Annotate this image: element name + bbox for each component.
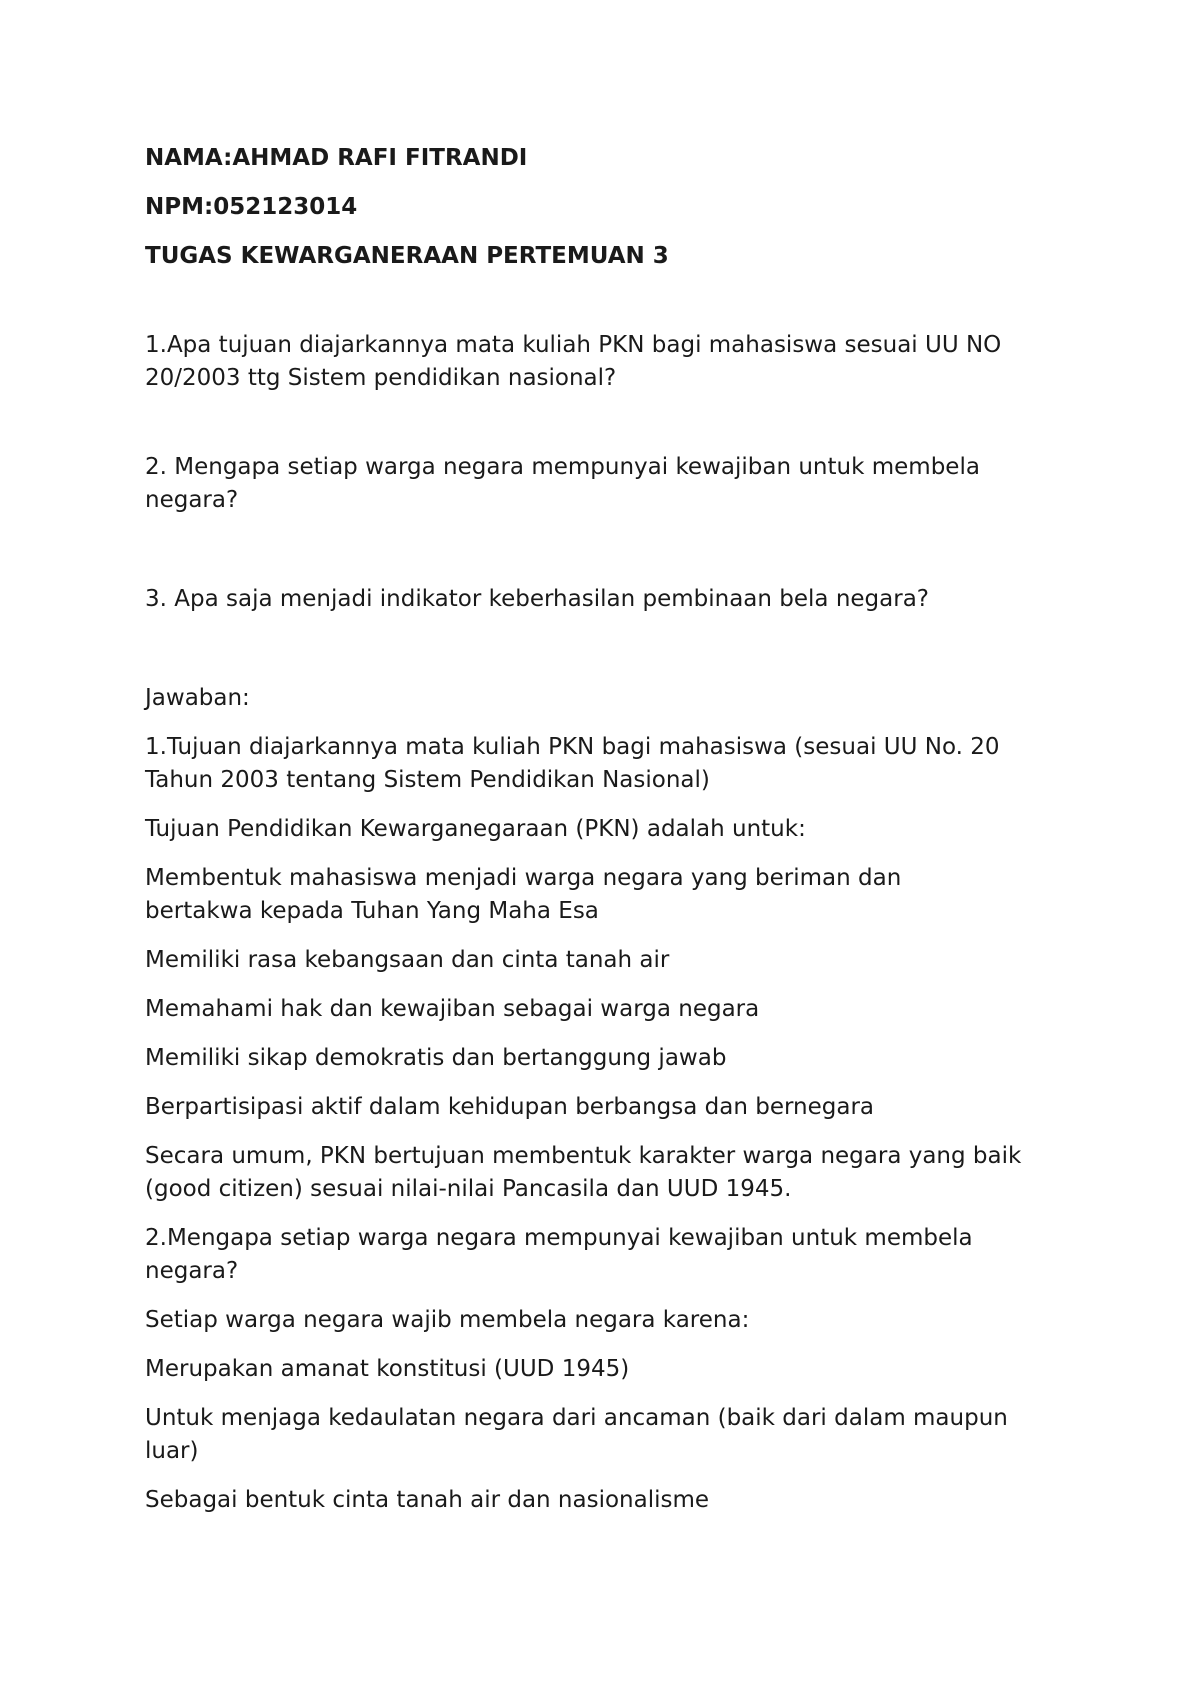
- answer-1-point: Memahami hak dan kewajiban sebagai warga negara: [145, 996, 760, 1022]
- document-body: [145, 142, 1065, 1517]
- answer-1-point: Berpartisipasi aktif dalam kehidupan berbangsa dan bernegara: [145, 1094, 875, 1120]
- answer-1-title: 1.Tujuan diajarkannya mata kuliah PKN bagi mahasiswa (sesuai UU No. 20 Tahun 2003 tentang Sistem Pendidikan Nasional): [145, 734, 1007, 793]
- question-1: 1.Apa tujuan diajarkannya mata kuliah PKN bagi mahasiswa sesuai UU NO 20/2003 ttg Sistem pendidikan nasional?: [145, 332, 1009, 391]
- answer-1-summary: Secara umum, PKN bertujuan membentuk karakter warga negara yang baik (good citizen) sesuai nilai-nilai Pancasila dan UUD 1945.: [145, 1143, 1029, 1202]
- question-3: 3. Apa saja menjadi indikator keberhasilan pembinaan bela negara?: [145, 586, 929, 612]
- student-npm: NPM:052123014: [145, 194, 358, 220]
- answers-heading: Jawaban:: [145, 685, 250, 711]
- answer-1-point: Membentuk mahasiswa menjadi warga negara yang beriman dan bertakwa kepada Tuhan Yang Maha Esa: [145, 865, 909, 924]
- answer-2-point: Sebagai bentuk cinta tanah air dan nasionalisme: [145, 1487, 710, 1513]
- student-name: NAMA:AHMAD RAFI FITRANDI: [145, 145, 528, 171]
- assignment-title: TUGAS KEWARGANERAAN PERTEMUAN 3: [145, 243, 669, 269]
- answer-2-point: Untuk menjaga kedaulatan negara dari ancaman (baik dari dalam maupun luar): [145, 1405, 1016, 1464]
- answer-1-point: Memiliki rasa kebangsaan dan cinta tanah air: [145, 947, 670, 973]
- answer-2-title: 2.Mengapa setiap warga negara mempunyai kewajiban untuk membela negara?: [145, 1225, 980, 1284]
- answer-1-point: Memiliki sikap demokratis dan bertanggung jawab: [145, 1045, 727, 1071]
- question-2: 2. Mengapa setiap warga negara mempunyai kewajiban untuk membela negara?: [145, 454, 988, 513]
- answer-2-intro: Setiap warga negara wajib membela negara karena:: [145, 1307, 750, 1333]
- answer-2-point: Merupakan amanat konstitusi (UUD 1945): [145, 1356, 630, 1382]
- answer-1-intro: Tujuan Pendidikan Kewarganegaraan (PKN) adalah untuk:: [145, 816, 806, 842]
